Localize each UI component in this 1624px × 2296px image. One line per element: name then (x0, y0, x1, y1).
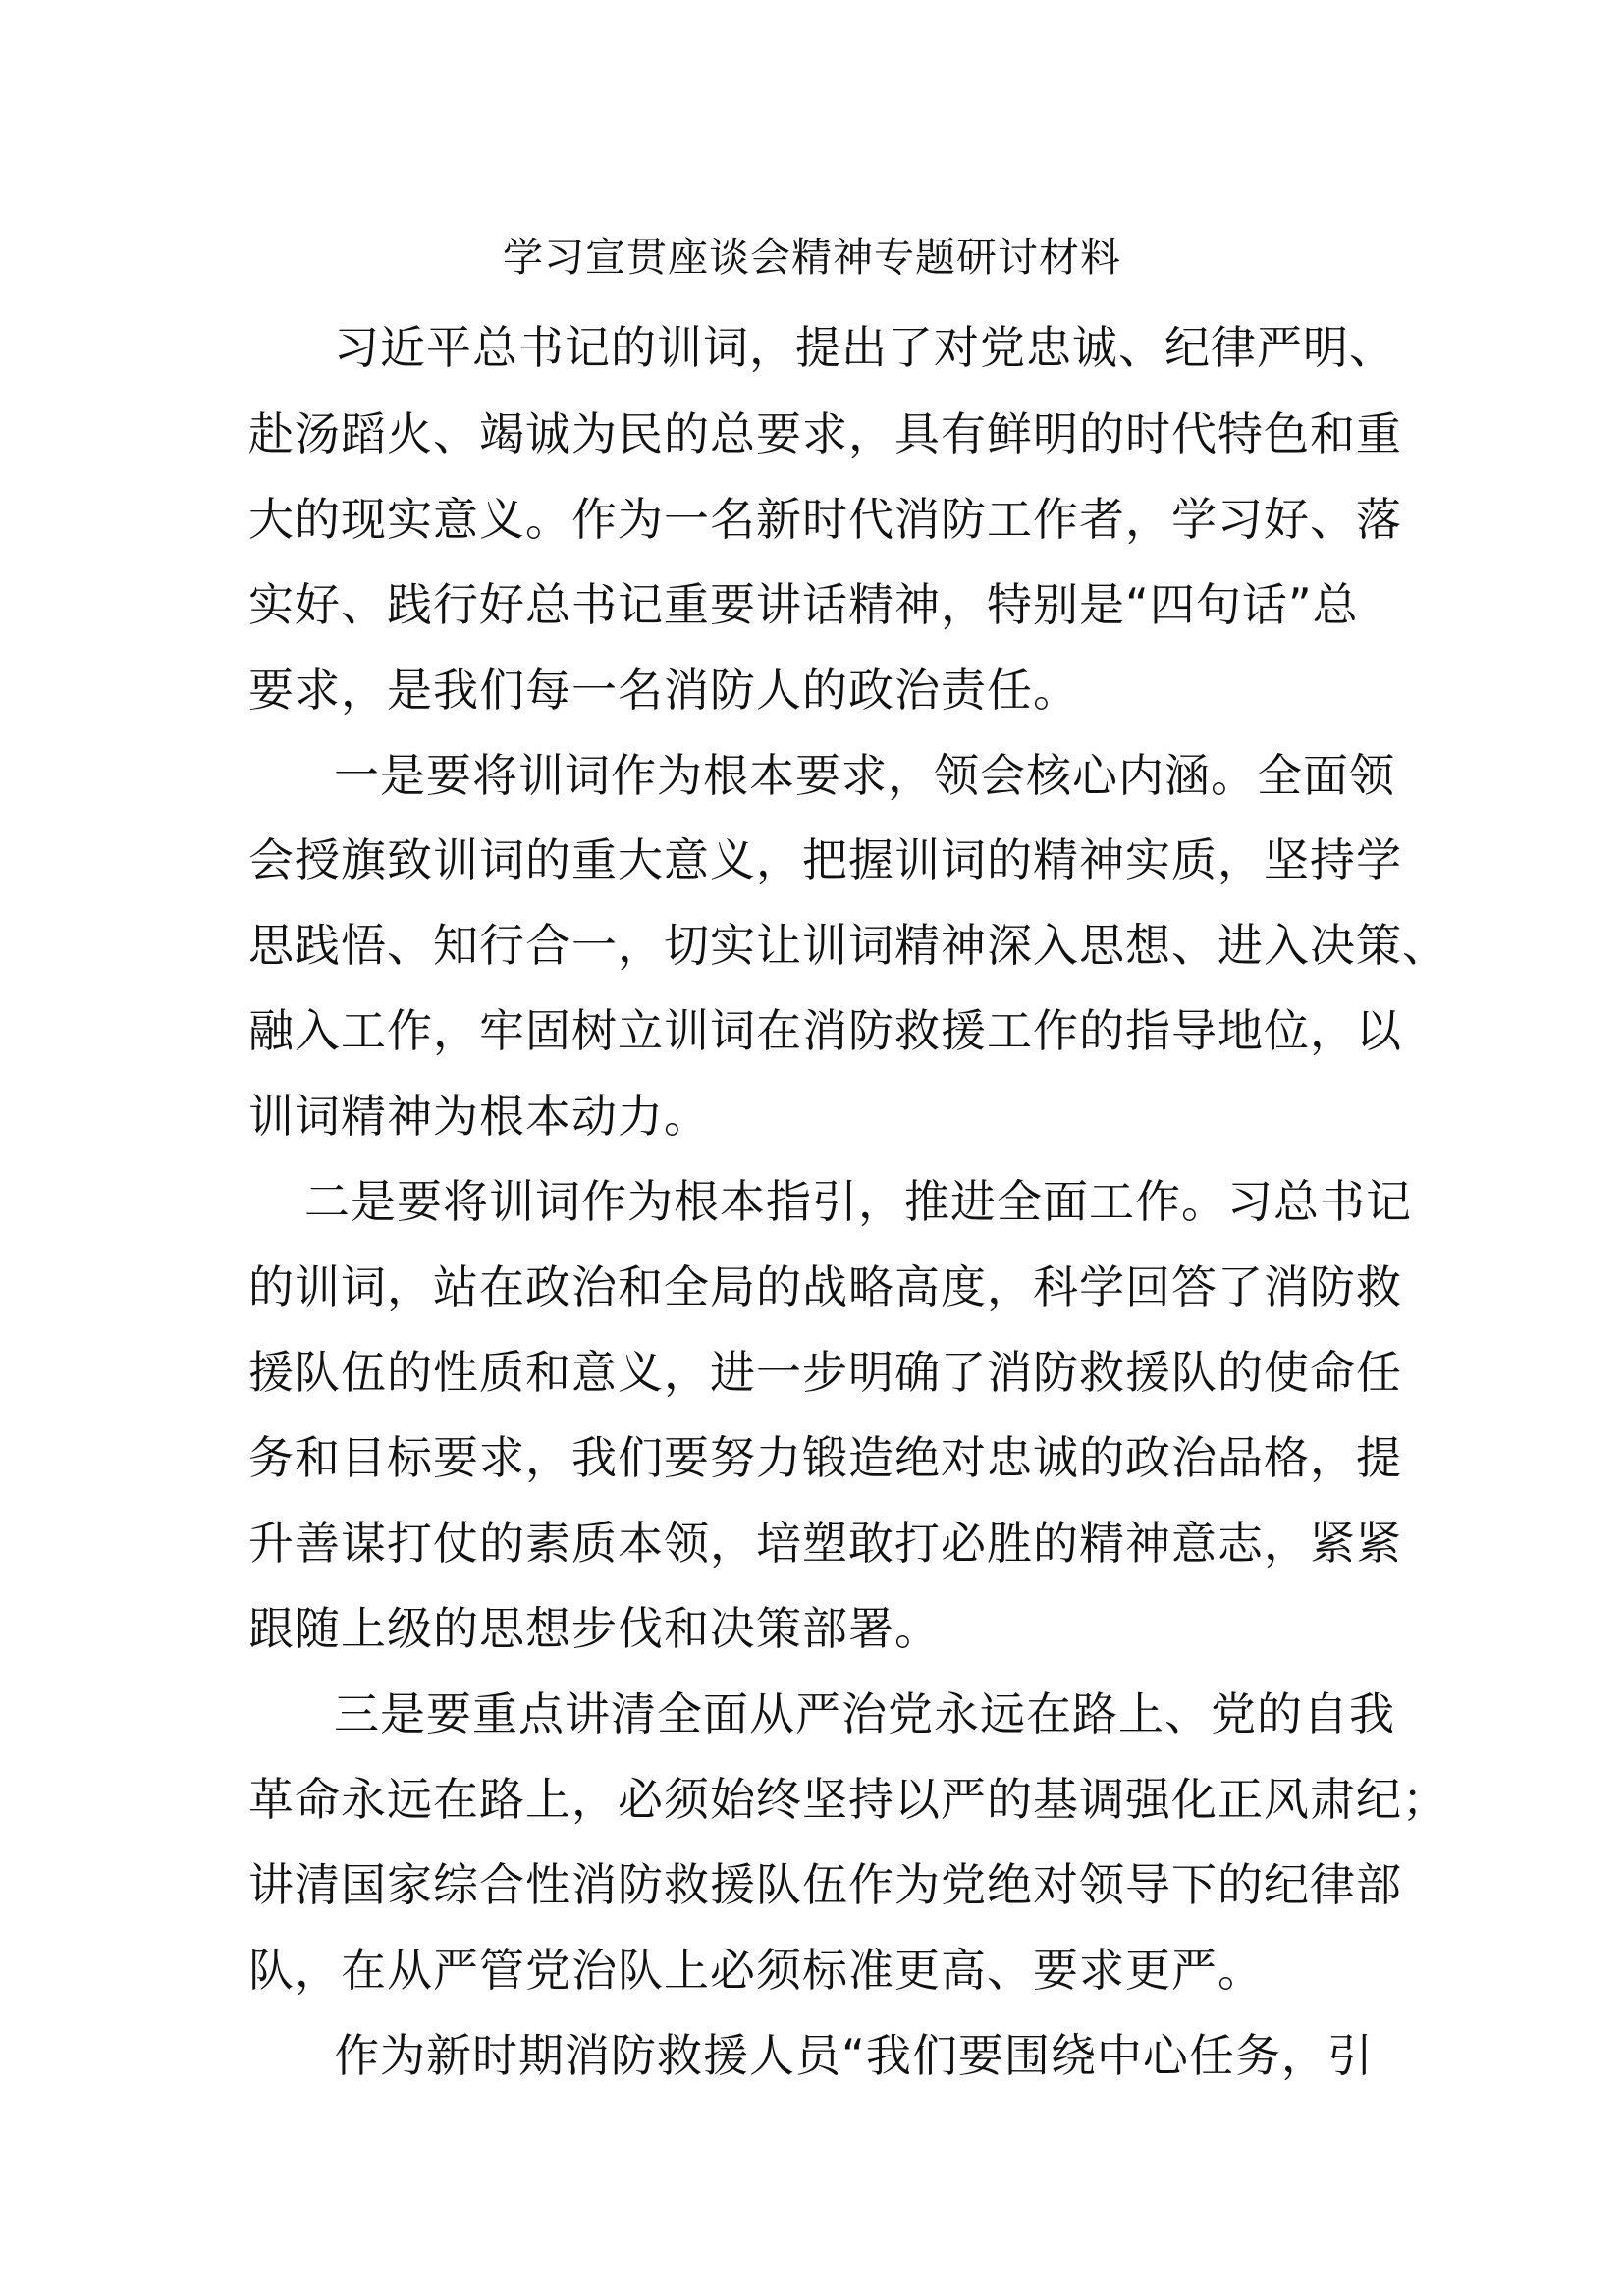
paragraph-4-line-3: 讲清国家综合性消防救援队伍作为党绝对领导下的纪律部 (248, 1858, 1402, 1911)
paragraph-1-line-5: 要求，是我们每一名消防人的政治责任。 (248, 664, 1079, 717)
paragraph-1-line-4: 实好、践行好总书记重要讲话精神，特别是“四句话”总 (248, 578, 1359, 631)
document-title: 学习宣贯座谈会精神专题研讨材料 (503, 234, 1121, 281)
paragraph-4-line-1: 三是要重点讲清全面从严治党永远在路上、党的自我 (334, 1687, 1395, 1740)
paragraph-1-line-1: 习近平总书记的训词，提出了对党忠诚、纪律严明、 (334, 321, 1395, 374)
paragraph-4-line-4: 队，在从严管党治队上必须标准更高、要求更严。 (248, 1944, 1264, 1997)
paragraph-3-line-2: 的训词，站在政治和全局的战略高度，科学回答了消防救 (248, 1260, 1402, 1313)
paragraph-2-line-2: 会授旗致训词的重大意义，把握训词的精神实质，坚持学 (248, 833, 1402, 886)
paragraph-3-line-1: 二是要将训词作为根本指引，推进全面工作。习总书记 (304, 1175, 1412, 1228)
paragraph-2-line-3: 思践悟、知行合一，切实让训词精神深入思想、进入决策、 (248, 919, 1448, 972)
paragraph-1-line-3: 大的现实意义。作为一名新时代消防工作者，学习好、落 (248, 493, 1402, 546)
paragraph-3-line-4: 务和目标要求，我们要努力锻造绝对忠诚的政治品格，提 (248, 1431, 1402, 1484)
paragraph-2-line-5: 训词精神为根本动力。 (248, 1090, 710, 1143)
paragraph-2-line-4: 融入工作，牢固树立训词在消防救援工作的指导地位，以 (248, 1004, 1402, 1057)
paragraph-3-line-6: 跟随上级的思想步伐和决策部署。 (248, 1602, 941, 1655)
paragraph-3-line-5: 升善谋打仗的素质本领，培塑敢打必胜的精神意志，紧紧 (248, 1517, 1402, 1570)
paragraph-4-line-2: 革命永远在路上，必须始终坚持以严的基调强化正风肃纪； (248, 1773, 1448, 1826)
paragraph-3-line-3: 援队伍的性质和意义，进一步明确了消防救援队的使命任 (248, 1346, 1402, 1399)
paragraph-1-line-2: 赴汤蹈火、竭诚为民的总要求，具有鲜明的时代特色和重 (248, 407, 1402, 460)
paragraph-5-line-1: 作为新时期消防救援人员“我们要围绕中心任务，引 (334, 2029, 1374, 2082)
paragraph-2-line-1: 一是要将训词作为根本要求，领会核心内涵。全面领 (334, 749, 1395, 802)
